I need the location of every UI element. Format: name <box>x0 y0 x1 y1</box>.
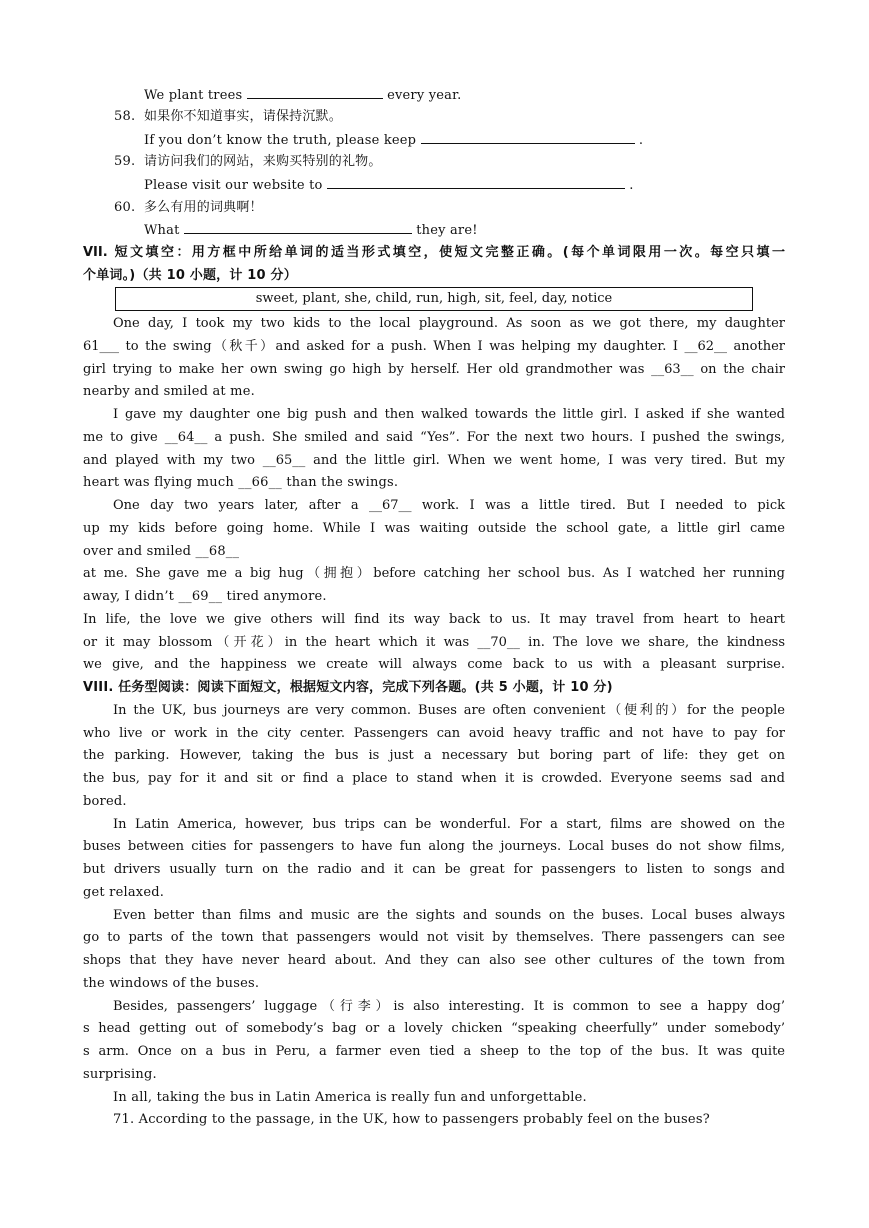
cloze-line: and played with my two __65__ and the little girl. When we went home, I was very tired. But my <box>83 453 785 468</box>
cloze-line: One day two years later, after a __67__ work. I was a little tired. But I needed to pick <box>113 498 785 513</box>
passage-line: In Latin America, however, bus trips can be wonderful. For a start, films are showed on the <box>113 817 785 832</box>
answer-blank-59[interactable] <box>327 176 625 189</box>
q59-text: Please visit our website to <box>144 178 323 193</box>
cloze-line: over and smiled __68__ <box>83 544 240 559</box>
passage-line: bored. <box>83 794 127 809</box>
passage-line: get relaxed. <box>83 885 165 900</box>
q60-text: What <box>144 223 180 238</box>
passage-line: Besides, passengers’ luggage（行李）is also interesting. It is common to see a happy dog’ <box>113 999 785 1014</box>
cloze-line: nearby and smiled at me. <box>83 384 255 399</box>
section-vii-heading-cont: 个单词。)（共 10 小题，计 10 分） <box>83 268 297 283</box>
section-viii-heading: VIII. 任务型阅读：阅读下面短文，根据短文内容，完成下列各题。(共 5 小题，计 10 分) <box>83 680 613 695</box>
cloze-line: up my kids before going home. While I was waiting outside the school gate, a little girl came <box>83 521 785 536</box>
passage-line: Even better than films and music are the sights and sounds on the buses. Local buses always <box>113 908 785 923</box>
passage-line: the parking. However, taking the bus is just a necessary but boring part of life: they get on <box>83 748 785 763</box>
q57-text-end: every year. <box>387 88 462 103</box>
cloze-line: me to give __64__ a push. She smiled and said “Yes”. For the next two hours. I pushed the swings, <box>83 430 785 445</box>
passage-line: the bus, pay for it and sit or find a place to stand when it is crowded. Everyone seems sad and <box>83 771 785 786</box>
q59-line <box>144 176 634 195</box>
q59-chinese: 59. 请访问我们的网站，来购买特别的礼物。 <box>114 154 382 169</box>
passage-line: but drivers usually turn on the radio and it can be great for passengers to listen to songs and <box>83 862 785 877</box>
q58-line <box>144 131 643 150</box>
q60-chinese: 60. 多么有用的词典啊！ <box>114 200 263 215</box>
passage-line: who live or work in the city center. Passengers can avoid heavy traffic and not have to pay for <box>83 726 785 741</box>
cloze-line: girl trying to make her own swing go high by herself. Her old grandmother was __63__ on the chair <box>83 362 785 377</box>
passage-line: s head getting out of somebody’s bag or a lovely chicken “speaking cheerfully” under somebody’ <box>83 1021 785 1036</box>
answer-blank-57[interactable] <box>247 86 383 99</box>
q59-end: . <box>629 178 634 193</box>
passage-line: shops that they have never heard about. And they can also see other cultures of the town from <box>83 953 785 968</box>
q57-text: We plant trees <box>144 88 243 103</box>
section-vii-heading: VII. 短文填空：用方框中所给单词的适当形式填空，使短文完整正确。(每个单词限用一次。每空只填一 <box>83 245 785 260</box>
q57-line <box>144 86 461 105</box>
answer-blank-58[interactable] <box>421 131 635 144</box>
passage-line: In the UK, bus journeys are very common. Buses are often convenient（便利的）for the people <box>113 703 785 718</box>
q60-end: they are! <box>416 223 478 238</box>
cloze-line: One day, I took my two kids to the local playground. As soon as we got there, my daughter <box>113 316 785 331</box>
q58-text: If you don’t know the truth, please keep <box>144 133 417 148</box>
cloze-line: In life, the love we give others will find its way back to us. It may travel from heart to heart <box>83 612 785 627</box>
passage-line: go to parts of the town that passengers would not visit by themselves. There passengers can see <box>83 930 785 945</box>
cloze-line: heart was flying much __66__ than the swings. <box>83 475 399 490</box>
cloze-line: at me. She gave me a big hug（拥抱）before catching her school bus. As I watched her running <box>83 566 785 581</box>
passage-line: s arm. Once on a bus in Peru, a farmer even tied a sheep to the top of the bus. It was quite <box>83 1044 785 1059</box>
cloze-line: or it may blossom（开花）in the heart which it was __70__ in. The love we share, the kindness <box>83 635 785 650</box>
cloze-line: I gave my daughter one big push and then walked towards the little girl. I asked if she wanted <box>113 407 785 422</box>
passage-line: the windows of the buses. <box>83 976 260 991</box>
q58-chinese: 58. 如果你不知道事实，请保持沉默。 <box>114 109 342 124</box>
word-box: sweet, plant, she, child, run, high, sit, feel, day, notice <box>115 287 753 311</box>
q58-end: . <box>638 133 644 148</box>
question-71: 71. According to the passage, in the UK, how to passengers probably feel on the buses? <box>113 1112 710 1127</box>
passage-line: In all, taking the bus in Latin America is really fun and unforgettable. <box>113 1090 587 1105</box>
passage-line: buses between cities for passengers to have fun along the journeys. Local buses do not show films, <box>83 839 785 854</box>
passage-line: surprising. <box>83 1067 157 1082</box>
cloze-line: we give, and the happiness we create will always come back to us with a pleasant surprise. <box>83 657 785 672</box>
answer-blank-60[interactable] <box>184 221 412 234</box>
cloze-line: 61___ to the swing（秋千）and asked for a push. When I was helping my daughter. I __62__ another <box>83 339 785 354</box>
q60-line <box>144 221 478 240</box>
cloze-line: away, I didn’t __69__ tired anymore. <box>83 589 327 604</box>
